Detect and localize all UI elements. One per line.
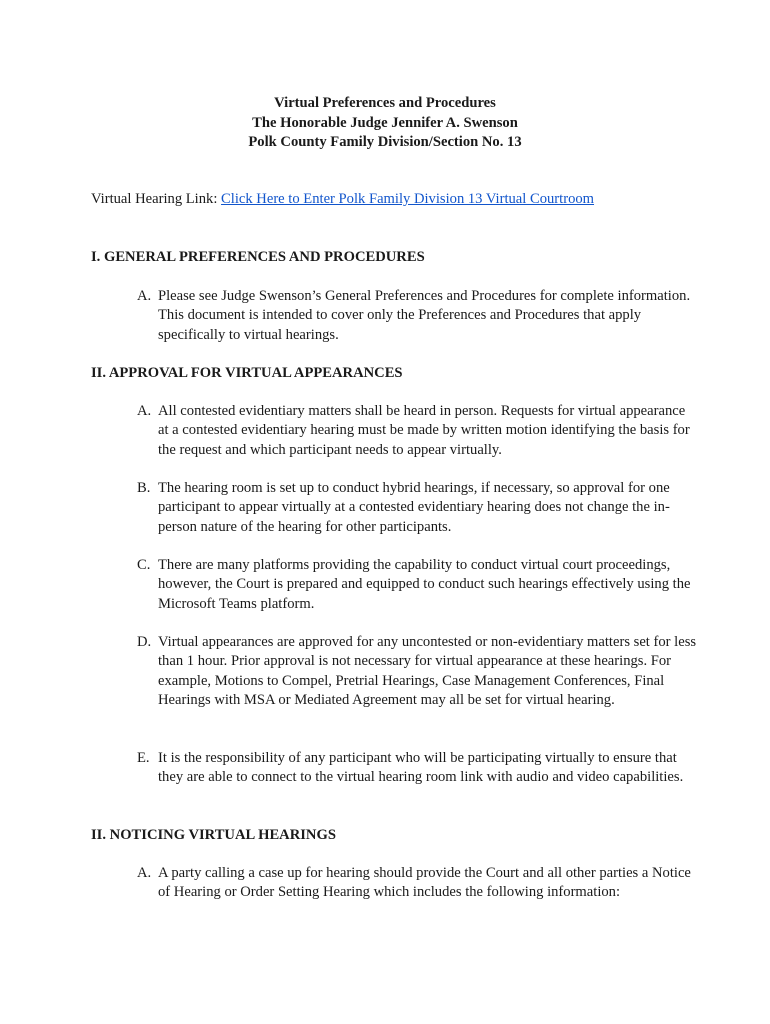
list-item-text: Virtual appearances are approved for any uncontested or non-evidentiary matters set for less than 1 hour. Prior approval is not necessary for virtual appearance at these hearings. For example, Motions to Compel, Pretrial Hearings, Case Management Conferences, Final Hearings with MSA or Mediated Agreement may all be set for virtual hearing. — [158, 634, 697, 708]
list-marker: E. — [137, 750, 150, 766]
list-item — [137, 633, 697, 710]
section-heading-general-preferences: I. GENERAL PREFERENCES AND PROCEDURES — [91, 249, 425, 265]
list-item-text: Please see Judge Swenson’s General Preferences and Procedures for complete information. This document is intended to cover only the Preferences and Procedures that apply specifically to virtual hearings. — [158, 288, 691, 343]
list-item-text: A party calling a case up for hearing should provide the Court and all other parties a Notice of Hearing or Order Setting Hearing which includes the following information: — [158, 865, 691, 901]
list-item — [137, 556, 697, 614]
document-title-block — [0, 94, 770, 153]
list-marker: A. — [137, 403, 152, 419]
virtual-hearing-link-label: Virtual Hearing Link: — [91, 191, 222, 207]
list-item — [137, 402, 697, 460]
list-item-text: All contested evidentiary matters shall be heard in person. Requests for virtual appearance at a contested evidentiary hearing must be made by written motion identifying the basis for the request and which participant needs to appear virtually. — [158, 403, 690, 458]
section-heading-approval-virtual-appearances: II. APPROVAL FOR VIRTUAL APPEARANCES — [91, 365, 403, 381]
list-item-text: The hearing room is set up to conduct hybrid hearings, if necessary, so approval for one participant to appear virtually at a contested evidentiary hearing does not change the in-person nature of the hearing for other participants. — [158, 480, 670, 535]
list-item — [137, 864, 697, 903]
list-item-text: It is the responsibility of any participant who will be participating virtually to ensure that they are able to connect to the virtual hearing room link with audio and video capabilities. — [158, 750, 684, 786]
list-marker: A. — [137, 288, 152, 304]
judge-name: The Honorable Judge Jennifer A. Swenson — [252, 114, 518, 131]
list-item — [137, 287, 697, 345]
virtual-hearing-link-line — [91, 190, 594, 210]
list-marker: D. — [137, 634, 152, 650]
document-title: Virtual Preferences and Procedures — [274, 95, 496, 111]
section-heading-noticing-virtual-hearings: II. NOTICING VIRTUAL HEARINGS — [91, 827, 336, 843]
virtual-courtroom-link[interactable]: Click Here to Enter Polk Family Division 13 Virtual Courtroom — [221, 191, 595, 207]
list-marker: C. — [137, 557, 151, 573]
list-item — [137, 479, 697, 537]
list-marker: B. — [137, 480, 151, 496]
list-item-text: There are many platforms providing the capability to conduct virtual court proceedings, however, the Court is prepared and equipped to conduct such hearings effectively using the Microsoft Teams platform. — [158, 557, 691, 612]
list-item — [137, 749, 697, 788]
court-division: Polk County Family Division/Section No. 13 — [248, 134, 522, 150]
list-marker: A. — [137, 865, 152, 881]
